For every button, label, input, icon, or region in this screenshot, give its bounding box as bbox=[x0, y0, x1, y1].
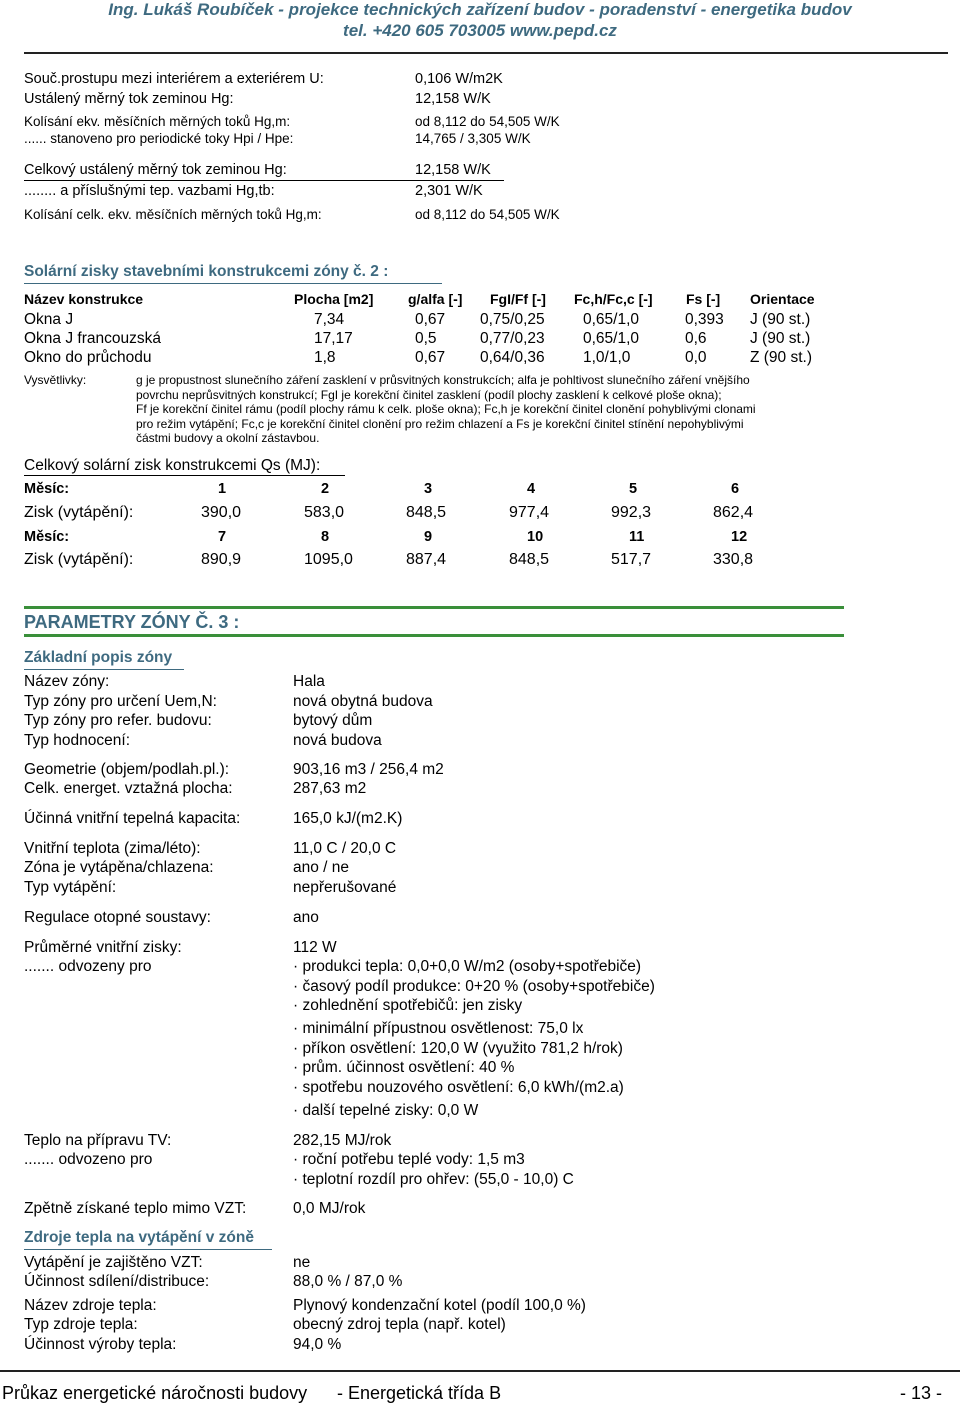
heat-loss-value: 12,158 W/K bbox=[415, 91, 491, 107]
month-cell: 5 bbox=[629, 481, 638, 497]
table-header-cell: g/alfa [-] bbox=[408, 291, 463, 307]
table-header-cell: Plocha [m2] bbox=[294, 291, 374, 307]
zone-rule-top bbox=[24, 606, 844, 609]
month-cell: 2 bbox=[321, 481, 330, 497]
param-value: · minimální přípustnou osvětlenost: 75,0 lx bbox=[293, 1020, 584, 1037]
source-value: 88,0 % / 87,0 % bbox=[293, 1273, 403, 1290]
gain-label: Zisk (vytápění): bbox=[24, 504, 134, 521]
param-label: Název zóny: bbox=[24, 673, 110, 690]
heat-loss-label: ...... stanoveno pro periodické toky Hpi / Hpe: bbox=[24, 131, 294, 146]
source-label: Vytápění je zajištěno VZT: bbox=[24, 1254, 203, 1271]
param-value: bytový dům bbox=[293, 712, 373, 729]
gain-cell: 390,0 bbox=[201, 504, 242, 521]
param-label: Typ zóny pro refer. budovu: bbox=[24, 712, 212, 729]
gain-cell: 977,4 bbox=[509, 504, 550, 521]
gain-label: Zisk (vytápění): bbox=[24, 551, 134, 568]
month-cell: 7 bbox=[218, 529, 227, 545]
gain-cell: 848,5 bbox=[406, 504, 447, 521]
source-value: obecný zdroj tepla (např. kotel) bbox=[293, 1316, 506, 1333]
heat-loss-rule bbox=[24, 180, 504, 181]
heat-loss-label: Ustálený měrný tok zeminou Hg: bbox=[24, 91, 234, 107]
month-cell: 8 bbox=[321, 529, 330, 545]
legend-line: povrchu neprůsvitných konstrukcí; FgI je korekční činitel zasklení (podíl plochy zasklení k celkové ploše okna); bbox=[136, 388, 722, 402]
month-cell: 4 bbox=[527, 481, 536, 497]
param-label: Celk. energet. vztažná plocha: bbox=[24, 780, 233, 797]
month-label: Měsíc: bbox=[24, 481, 70, 497]
param-value: 165,0 kJ/(m2.K) bbox=[293, 810, 403, 827]
source-value: 94,0 % bbox=[293, 1336, 342, 1353]
param-value: 287,63 m2 bbox=[293, 780, 367, 797]
heat-loss-label: Celkový ustálený měrný tok zeminou Hg: bbox=[24, 162, 287, 178]
footer-title: Průkaz energetické náročnosti budovy bbox=[2, 1383, 308, 1403]
month-label: Měsíc: bbox=[24, 529, 70, 545]
table-cell: 1,0/1,0 bbox=[583, 349, 631, 366]
solar-title-underline bbox=[24, 283, 442, 284]
zone-basic-underline bbox=[24, 669, 184, 670]
heat-loss-value: 12,158 W/K bbox=[415, 162, 491, 178]
table-header-cell: FgI/Ff [-] bbox=[490, 291, 546, 307]
param-value: · teplotní rozdíl pro ohřev: (55,0 - 10,0) C bbox=[293, 1171, 574, 1188]
month-cell: 12 bbox=[731, 529, 748, 545]
param-label: Typ zóny pro určení Uem,N: bbox=[24, 693, 217, 710]
param-value: · roční potřebu teplé vody: 1,5 m3 bbox=[293, 1151, 525, 1168]
source-label: Účinnost sdílení/distribuce: bbox=[24, 1273, 210, 1290]
param-value: 11,0 C / 20,0 C bbox=[293, 840, 397, 857]
table-cell: 0,65/1,0 bbox=[583, 330, 640, 347]
param-value: · spotřebu nouzového osvětlení: 6,0 kWh/(m2.a) bbox=[293, 1079, 624, 1096]
param-label: Vnitřní teplota (zima/léto): bbox=[24, 840, 201, 857]
page-number: - 13 - bbox=[900, 1383, 943, 1403]
table-cell: 0,5 bbox=[415, 330, 437, 347]
param-value: · zohlednění spotřebičů: jen zisky bbox=[293, 997, 523, 1014]
solar-section-title: Solární zisky stavebními konstrukcemi zóny č. 2 : bbox=[24, 263, 389, 280]
param-value: nepřerušované bbox=[293, 879, 397, 896]
zone-rule-bottom bbox=[24, 634, 844, 637]
param-label: Zpětně získané teplo mimo VZT: bbox=[24, 1200, 247, 1217]
table-cell: 1,8 bbox=[314, 349, 336, 366]
month-cell: 3 bbox=[424, 481, 433, 497]
source-label: Název zdroje tepla: bbox=[24, 1297, 157, 1314]
header-line-1: Ing. Lukáš Roubíček - projekce technických zařízení budov - poradenství - energetika budov bbox=[108, 0, 852, 19]
param-label: Účinná vnitřní tepelná kapacita: bbox=[24, 810, 241, 827]
gain-cell: 1095,0 bbox=[304, 551, 353, 568]
table-cell: 0,67 bbox=[415, 349, 446, 366]
heat-sources-underline bbox=[24, 1249, 272, 1250]
param-label: Teplo na přípravu TV: bbox=[24, 1132, 172, 1149]
table-header-cell: Fc,h/Fc,c [-] bbox=[574, 291, 653, 307]
legend-line: pro režim vytápění; Fc,c je korekční činitel clonění pro režim chlazení a Fs je korekční činitel stínění nepohyblivými bbox=[136, 417, 744, 431]
heat-loss-value: 2,301 W/K bbox=[415, 183, 483, 199]
heat-loss-label: Kolísání ekv. měsíčních měrných toků Hg,m: bbox=[24, 114, 291, 129]
param-value: ano / ne bbox=[293, 859, 350, 876]
month-cell: 6 bbox=[731, 481, 740, 497]
footer-energy-class: - Energetická třída B bbox=[337, 1383, 502, 1403]
source-label: Účinnost výroby tepla: bbox=[24, 1336, 177, 1353]
month-cell: 1 bbox=[218, 481, 227, 497]
table-cell: 17,17 bbox=[314, 330, 353, 347]
table-cell: 0,77/0,23 bbox=[480, 330, 545, 347]
table-cell: 0,393 bbox=[685, 311, 724, 328]
param-label: Typ vytápění: bbox=[24, 879, 117, 896]
header-rule bbox=[24, 52, 948, 54]
gain-cell: 517,7 bbox=[611, 551, 652, 568]
table-cell: J (90 st.) bbox=[750, 330, 811, 347]
table-header-cell: Orientace bbox=[750, 291, 815, 307]
param-label: ....... odvozeny pro bbox=[24, 958, 152, 975]
param-value: nová budova bbox=[293, 732, 382, 749]
param-label: Typ hodnocení: bbox=[24, 732, 130, 749]
gain-cell: 330,8 bbox=[713, 551, 754, 568]
param-value: 112 W bbox=[293, 939, 337, 956]
gain-cell: 992,3 bbox=[611, 504, 652, 521]
legend-line: Ff je korekční činitel rámu (podíl plochy rámu k celk. ploše okna); Fc,h je korekční činitel clonění pohyblivými clonami bbox=[136, 402, 756, 416]
table-cell: Okno do průchodu bbox=[24, 349, 152, 366]
gain-cell: 887,4 bbox=[406, 551, 447, 568]
gain-cell: 862,4 bbox=[713, 504, 754, 521]
heat-loss-value: od 8,112 do 54,505 W/K bbox=[415, 114, 560, 129]
heat-loss-label: Kolísání celk. ekv. měsíčních měrných toků Hg,m: bbox=[24, 207, 322, 222]
param-label: Zóna je vytápěna/chlazena: bbox=[24, 859, 214, 876]
param-value: nová obytná budova bbox=[293, 693, 433, 710]
table-cell: Okna J francouzská bbox=[24, 330, 161, 347]
param-value: · příkon osvětlení: 120,0 W (využito 781,2 h/rok) bbox=[293, 1040, 623, 1057]
table-cell: 0,6 bbox=[685, 330, 707, 347]
param-value: · další tepelné zisky: 0,0 W bbox=[293, 1102, 479, 1119]
table-cell: 7,34 bbox=[314, 311, 345, 328]
heat-loss-label: Souč.prostupu mezi interiérem a exteriérem U: bbox=[24, 71, 324, 87]
zone-title: PARAMETRY ZÓNY Č. 3 : bbox=[24, 612, 240, 632]
source-value: ne bbox=[293, 1254, 311, 1271]
table-cell: 0,67 bbox=[415, 311, 446, 328]
param-value: 903,16 m3 / 256,4 m2 bbox=[293, 761, 444, 778]
source-label: Typ zdroje tepla: bbox=[24, 1316, 138, 1333]
month-cell: 9 bbox=[424, 529, 433, 545]
param-value: 282,15 MJ/rok bbox=[293, 1132, 392, 1149]
month-cell: 10 bbox=[527, 529, 544, 545]
table-cell: Okna J bbox=[24, 311, 74, 328]
param-label: Regulace otopné soustavy: bbox=[24, 909, 211, 926]
solar-total-underline bbox=[24, 475, 345, 476]
legend-label: Vysvětlivky: bbox=[24, 373, 87, 387]
table-cell: 0,75/0,25 bbox=[480, 311, 545, 328]
table-cell: J (90 st.) bbox=[750, 311, 811, 328]
param-label: Průměrné vnitřní zisky: bbox=[24, 939, 182, 956]
table-cell: 0,65/1,0 bbox=[583, 311, 640, 328]
gain-cell: 848,5 bbox=[509, 551, 550, 568]
month-cell: 11 bbox=[629, 529, 645, 545]
heat-sources-title: Zdroje tepla na vytápění v zóně bbox=[24, 1229, 254, 1246]
param-value: · prům. účinnost osvětlení: 40 % bbox=[293, 1059, 515, 1076]
heat-loss-value: 14,765 / 3,305 W/K bbox=[415, 131, 531, 146]
table-cell: 0,64/0,36 bbox=[480, 349, 545, 366]
param-value: Hala bbox=[293, 673, 325, 690]
legend-line: částmi budovy a okolní zástavbou. bbox=[136, 431, 320, 445]
table-cell: Z (90 st.) bbox=[750, 349, 813, 366]
gain-cell: 583,0 bbox=[304, 504, 345, 521]
footer-rule bbox=[0, 1370, 960, 1372]
param-value: 0,0 MJ/rok bbox=[293, 1200, 366, 1217]
heat-loss-value: 0,106 W/m2K bbox=[415, 71, 503, 87]
table-cell: 0,0 bbox=[685, 349, 707, 366]
solar-total-title: Celkový solární zisk konstrukcemi Qs (MJ): bbox=[24, 457, 321, 474]
zone-basic-title: Základní popis zóny bbox=[24, 649, 173, 666]
legend-line: g je propustnost slunečního záření zasklení v průsvitných konstrukcích; alfa je pohltivost slunečního záření vnějšího bbox=[136, 373, 750, 387]
heat-loss-label: ........ a příslušnými tep. vazbami Hg,tb: bbox=[24, 183, 275, 199]
heat-loss-value: od 8,112 do 54,505 W/K bbox=[415, 207, 560, 222]
param-value: · produkci tepla: 0,0+0,0 W/m2 (osoby+spotřebiče) bbox=[293, 958, 642, 975]
table-header-cell: Název konstrukce bbox=[24, 291, 144, 307]
param-label: Geometrie (objem/podlah.pl.): bbox=[24, 761, 230, 778]
source-value: Plynový kondenzační kotel (podíl 100,0 %) bbox=[293, 1297, 586, 1314]
gain-cell: 890,9 bbox=[201, 551, 242, 568]
param-value: ano bbox=[293, 909, 319, 926]
param-value: · časový podíl produkce: 0+20 % (osoby+spotřebiče) bbox=[293, 978, 655, 995]
param-label: ....... odvozeno pro bbox=[24, 1151, 153, 1168]
header-line-2: tel. +420 605 703005 www.pepd.cz bbox=[343, 21, 617, 40]
table-header-cell: Fs [-] bbox=[686, 291, 721, 307]
